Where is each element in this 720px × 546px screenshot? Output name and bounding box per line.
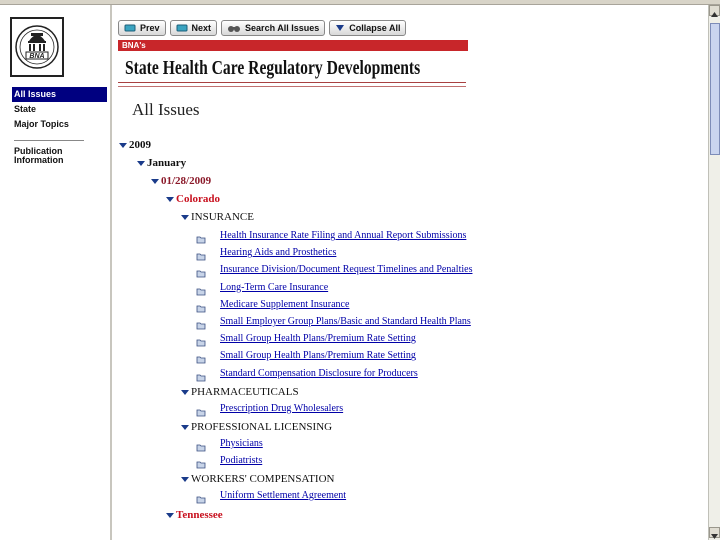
tree-node-category-workers-comp[interactable] [181, 473, 334, 485]
expand-triangle-icon [119, 143, 127, 148]
scroll-up-button[interactable] [709, 5, 720, 16]
document-link[interactable]: Standard Compensation Disclosure for Producers [220, 367, 418, 379]
document-link[interactable]: Insurance Division/Document Request Timelines and Penalties [220, 264, 473, 276]
next-arrow-icon [176, 24, 188, 32]
date-label: 01/28/2009 [161, 175, 212, 187]
prev-button[interactable] [118, 20, 166, 36]
toolbar [118, 20, 406, 38]
bna-logo [10, 17, 64, 77]
tree-node-date[interactable] [151, 175, 211, 187]
search-all-issues-button[interactable] [221, 20, 325, 36]
publication-title: State Health Care Regulatory Developments [125, 57, 421, 79]
month-label: January [147, 157, 187, 169]
document-link[interactable]: Medicare Supplement Insurance [220, 298, 350, 310]
expand-triangle-icon [166, 197, 174, 202]
prev-label: Prev [140, 23, 160, 33]
collapse-label: Collapse All [349, 23, 401, 33]
title-rule-top [118, 82, 466, 83]
category-label: WORKERS' COMPENSATION [191, 473, 335, 485]
tree-node-category-insurance[interactable] [181, 211, 254, 223]
document-icon [196, 351, 206, 369]
nav-publication-information[interactable] [0, 147, 110, 165]
document-link[interactable]: Long-Term Care Insurance [220, 281, 329, 293]
scroll-down-button[interactable] [709, 527, 720, 538]
scroll-thumb[interactable] [710, 23, 720, 155]
document-link[interactable]: Prescription Drug Wholesalers [220, 403, 344, 414]
nav-state[interactable]: State [14, 104, 37, 114]
document-icon [196, 456, 206, 474]
document-link[interactable]: Podiatrists [220, 455, 263, 466]
document-icon [196, 317, 206, 335]
document-icon [196, 283, 206, 301]
nav-publication-line2: Information [14, 155, 64, 165]
document-icon [196, 491, 206, 509]
document-link[interactable]: Uniform Settlement Agreement [220, 490, 347, 501]
next-button[interactable] [170, 20, 218, 36]
document-link[interactable]: Hearing Aids and Prosthetics [220, 247, 337, 259]
expand-triangle-icon [137, 161, 145, 166]
category-label: PHARMACEUTICALS [191, 386, 299, 398]
title-rule-bottom [118, 86, 466, 87]
collapse-all-button[interactable] [329, 20, 406, 36]
tree-node-category-pharmaceuticals[interactable] [181, 386, 299, 398]
expand-triangle-icon [151, 179, 159, 184]
vertical-scrollbar[interactable] [708, 5, 720, 540]
state-label: Tennessee [176, 509, 223, 521]
nav-all-issues[interactable]: All Issues [12, 87, 107, 102]
document-link[interactable]: Small Group Health Plans/Premium Rate Setting [220, 350, 416, 362]
document-icon [196, 300, 206, 318]
expand-triangle-icon [166, 513, 174, 518]
nav-divider [14, 140, 84, 141]
tree-node-category-licensing[interactable] [181, 421, 332, 433]
prev-arrow-icon [124, 24, 136, 32]
nav-major-topics[interactable]: Major Topics [14, 119, 69, 129]
document-link[interactable]: Small Group Health Plans/Premium Rate Setting [220, 333, 416, 345]
document-link[interactable]: Small Employer Group Plans/Basic and Standard Health Plans [220, 316, 471, 327]
state-label: Colorado [176, 193, 220, 205]
document-icon [196, 369, 206, 387]
document-icon [196, 404, 206, 422]
tree-node-state-colorado[interactable] [166, 193, 220, 205]
tree-node-state-tennessee[interactable] [166, 509, 223, 521]
bna-banner [118, 40, 468, 51]
tree-node-year[interactable] [119, 139, 151, 151]
year-label: 2009 [129, 139, 151, 151]
expand-triangle-icon [181, 215, 189, 220]
left-nav [0, 87, 110, 165]
next-label: Next [191, 23, 212, 33]
tree-node-month[interactable] [137, 157, 186, 169]
binoculars-icon [227, 24, 241, 33]
document-icon [196, 265, 206, 283]
document-link[interactable]: Health Insurance Rate Filing and Annual Report Submissions [220, 230, 467, 241]
search-label: Search All Issues [245, 23, 320, 33]
document-icon [196, 248, 206, 266]
bna-banner-label: BNA's [122, 41, 146, 50]
svg-text:BNA: BNA [29, 53, 45, 60]
category-label: INSURANCE [191, 211, 254, 223]
category-label: PROFESSIONAL LICENSING [191, 421, 333, 433]
left-nav-frame [0, 5, 112, 540]
expand-triangle-icon [181, 425, 189, 430]
nav-publication-line1: Publication [14, 146, 63, 156]
document-link[interactable]: Physicians [220, 438, 263, 449]
bna-seal-icon [12, 19, 62, 75]
page-title: All Issues [132, 100, 200, 119]
expand-triangle-icon [181, 390, 189, 395]
document-icon [196, 231, 206, 249]
document-icon [196, 334, 206, 352]
expand-triangle-icon [181, 477, 189, 482]
scroll-up-arrow-icon [710, 10, 719, 19]
document-icon [196, 439, 206, 457]
collapse-triangle-icon [335, 24, 345, 32]
